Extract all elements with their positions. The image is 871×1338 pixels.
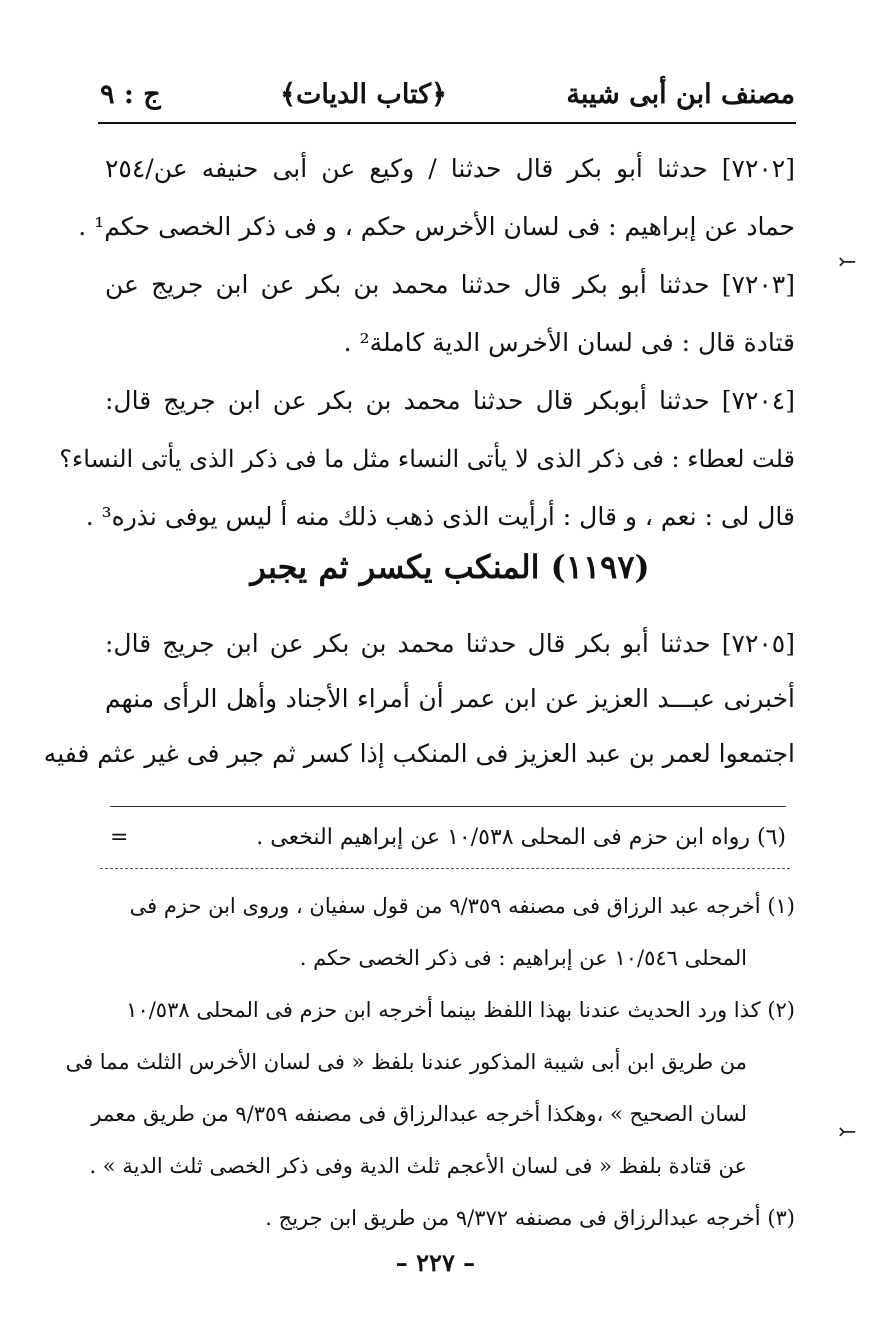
- margin-mark-icon: ⤚: [838, 1120, 857, 1145]
- continuation-marker: =: [110, 825, 129, 850]
- text-line: [٧٢٠٥] حدثنا أبو بكر قال حدثنا محمد بن بكر عن ابن جريج قال:: [105, 629, 795, 658]
- text-line: قتادة قال : فى لسان الأخرس الدية كاملة² .: [343, 328, 795, 357]
- footnote-1-cont: المحلى ١٠/٥٤٦ عن إبراهيم : فى ذكر الخصى حكم .: [299, 946, 747, 970]
- text-line: اجتمعوا لعمر بن عبد العزيز فى المنكب إذا كسر ثم جبر فى غير عثم ففيه: [43, 739, 795, 768]
- footnote-2-cont: عن قتادة بلفظ « فى لسان الأعجم ثلث الدية وفى ذكر الخصى ثلث الدية » .: [89, 1154, 747, 1178]
- text-line: حماد عن إبراهيم : فى لسان الأخرس حكم ، و فى ذكر الخصى حكم¹ .: [78, 212, 795, 241]
- running-header: [100, 70, 795, 118]
- footnote-2-cont: لسان الصحيح » ،وهكذا أخرجه عبدالرزاق فى مصنفه ٩/٣٥٩ من طريق معمر: [91, 1102, 747, 1126]
- chapter-heading: (١١٩٧) المنكب يكسر ثم يجبر: [250, 548, 650, 586]
- carryover-footnote-text: (٦) رواه ابن حزم فى المحلى ١٠/٥٣٨ عن إبراهيم النخعى .: [256, 825, 786, 850]
- text-line-content: [٧٢٠٢] حدثنا أبو بكر قال حدثنا / وكيع عن أبى حنيفه عن: [153, 154, 795, 183]
- header-rule: [98, 122, 796, 124]
- header-volume-number: ج : ٩: [100, 78, 161, 110]
- header-chapter-title: ﴿كتاب الديات﴾: [280, 78, 447, 110]
- text-line: [105, 140, 795, 198]
- footnotes: [65, 880, 795, 1244]
- footnote-3: (٣) أخرجه عبدالرزاق فى مصنفه ٩/٣٧٢ من طريق ابن جريج .: [265, 1206, 795, 1230]
- footnote-rule: [110, 806, 786, 807]
- header-book-title: مصنف ابن أبى شيبة: [566, 78, 795, 110]
- main-text-block-2: [43, 616, 795, 781]
- text-line: قلت لعطاء : فى ذكر الذى لا يأتى النساء مثل ما فى ذكر الذى يأتى النساء؟: [59, 445, 795, 473]
- text-line: أخبرنى عبـــد العزيز عن ابن عمر أن أمراء الأجناد وأهل الرأى منهم: [105, 684, 795, 713]
- text-line: [٧٢٠٣] حدثنا أبو بكر قال حدثنا محمد بن بكر عن ابن جريج عن: [105, 270, 795, 299]
- footnote-2-cont: من طريق ابن أبى شيبة المذكور عندنا بلفظ « فى لسان الأخرس الثلث مما فى: [65, 1050, 747, 1074]
- footnote-2: (٢) كذا ورد الحديث عندنا بهذا اللفظ بينما أخرجه ابن حزم فى المحلى ١٠/٥٣٨: [126, 998, 795, 1022]
- footnote-1: (١) أخرجه عبد الرزاق فى مصنفه ٩/٣٥٩ من قول سفيان ، وروى ابن حزم فى: [129, 894, 795, 918]
- text-line: قال لى : نعم ، و قال : أرأيت الذى ذهب ذلك منه أ ليس يوفى نذره³ .: [85, 502, 795, 531]
- main-text-block: [59, 140, 795, 546]
- manuscript-page-ref: ٢٥٤/: [105, 154, 154, 183]
- page-number: – ٢٢٧ –: [395, 1248, 476, 1277]
- margin-mark-icon: ⤚: [838, 250, 857, 275]
- carryover-footnote: [110, 816, 786, 860]
- text-line: [٧٢٠٤] حدثنا أبوبكر قال حدثنا محمد بن بكر عن ابن جريج قال:: [105, 386, 795, 415]
- footnote-dashed-rule: [100, 868, 790, 869]
